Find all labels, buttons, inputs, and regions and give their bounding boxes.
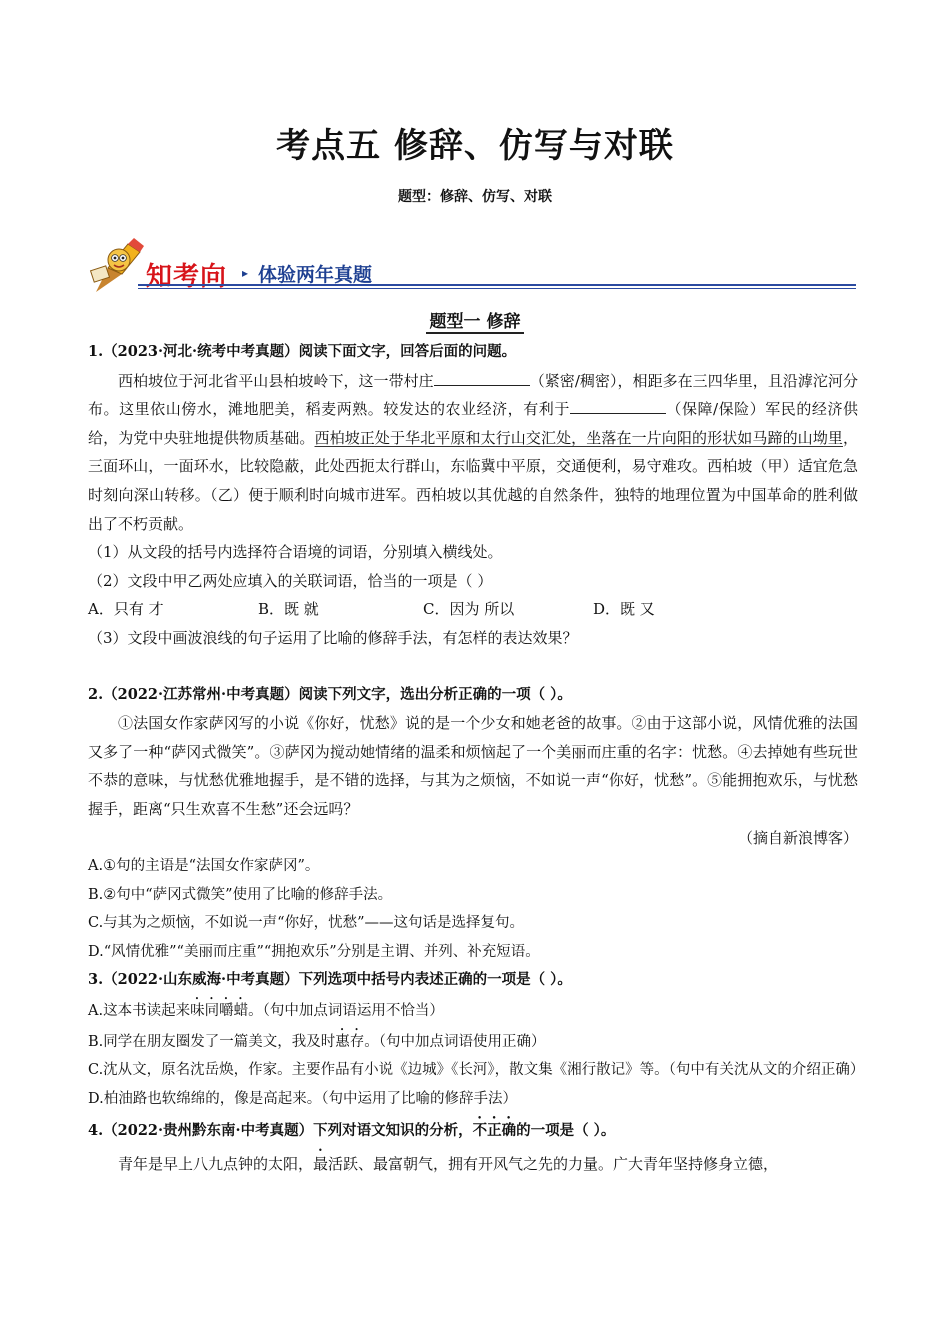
banner-title: 知考向 — [146, 262, 228, 292]
question-2-option-b: B.②句中“萨冈式微笑”使用了比喻的修辞手法。 — [88, 886, 393, 903]
dotted-word: 最 — [313, 1155, 329, 1174]
question-2-passage: ①法国女作家萨冈写的小说《你好，忧愁》说的是一个少女和她老爸的故事。②由于这部小说，风情优雅的法国又多了一种“萨冈式微笑”。③萨冈为搅动她情绪的温柔和烦恼起了一个美丽而庄重的名字：忧愁。④去掉她有些玩世不恭的意味，与忧愁优雅地握手，是不错的选择，与其为之烦恼，不如说一声“你好，忧愁”。⑤能拥抱欢乐，与忧愁握手，距离“只生欢喜不生愁”还会远吗？ — [88, 714, 858, 818]
question-3-option-b: B.同学在朋友圈发了一篇美文，我及时惠存。（句中加点词语使用正确） — [88, 1033, 546, 1050]
passage-text: （保障/保险）军民的经济供给，为党中央驻地提供物质基础。 — [88, 400, 858, 447]
question-2-head: 2.（2022·江苏常州·中考真题）阅读下列文字，选出分析正确的一项（ ）。 — [88, 685, 572, 703]
question-4-head: 4.（2022·贵州黔东南·中考真题）下列对语文知识的分析，不正确的一项是（ ）。 — [88, 1122, 616, 1140]
question-1-passage — [88, 367, 858, 539]
section-title: 题型一 修辞 — [426, 312, 525, 334]
question-2-option-a: A.①句的主语是“法国女作家萨冈”。 — [88, 858, 320, 875]
section-banner — [88, 238, 856, 294]
question-1-sub-3: （3）文段中画波浪线的句子运用了比喻的修辞手法，有怎样的表达效果？ — [88, 628, 578, 647]
option-c: C．因为 所以 — [423, 600, 515, 619]
question-2-option-c: C.与其为之烦恼，不如说一声“你好，忧愁”——这句话是选择复句。 — [88, 915, 525, 932]
question-3-option-c: C.沈从文，原名沈岳焕，作家。主要作品有小说《边城》《长河》，散文集《湘行散记》等。（句中有关沈从文的介绍正确） — [88, 1062, 865, 1079]
question-2-source: （摘自新浪博客） — [737, 828, 858, 847]
question-1-options — [88, 595, 858, 624]
question-content — [88, 338, 865, 1179]
banner-rule — [138, 284, 856, 286]
fill-blank — [570, 399, 666, 414]
section-heading — [0, 307, 950, 332]
question-3-option-d: D.柏油路也软绵绵的，像是高起来。（句中运用了比喻的修辞手法） — [88, 1090, 517, 1107]
banner-rule-thin — [138, 288, 856, 289]
passage-text: ，三面环山，一面环水，比较隐蔽，此处西扼太行群山，东临冀中平原，交通便利，易守难攻。西柏坡（甲）适宜危急时刻向深山转移。（乙）便于顺利时向城市进军。西柏坡以其优越的自然条件，独特的地理位置为中国革命的胜利做出了不朽贡献。 — [88, 428, 858, 533]
option-d: D．既 又 — [593, 600, 655, 619]
dotted-word: 不正确 — [472, 1122, 517, 1140]
fill-blank — [434, 371, 530, 386]
passage-text: （紧密/稠密），相距多在三四华里，且沿滹沱河分布。这里依山傍水，滩地肥美，稻麦两熟。较发达的农业经济，有利于 — [88, 371, 858, 419]
question-2-option-d: D.“风情优雅”“美丽而庄重”“拥抱欢乐”分别是主谓、并列、补充短语。 — [88, 943, 540, 960]
question-1-sub-1: （1）从文段的括号内选择符合语境的词语，分别填入横线处。 — [88, 543, 503, 562]
question-1-head: 1.（2023·河北·统考中考真题）阅读下面文字，回答后面的问题。 — [88, 343, 517, 360]
dotted-word: 味同嚼蜡 — [190, 1003, 249, 1020]
question-1-sub-2: （2）文段中甲乙两处应填入的关联词语，恰当的一项是（ ） — [88, 571, 493, 590]
option-b: B．既 就 — [258, 600, 319, 619]
passage-text: 西柏坡位于河北省平山县柏坡岭下，这一带村庄 — [118, 371, 434, 390]
wavy-underlined-sentence: 西柏坡正处于华北平原和太行山交汇处，坐落在一片向阳的形状如马蹄的山坳里 — [314, 428, 843, 447]
dotted-word: 惠存 — [335, 1033, 365, 1050]
page-subtitle: 题型：修辞、仿写、对联 — [398, 189, 552, 205]
question-3-option-a: A.这本书读起来味同嚼蜡。（句中加点词语运用不恰当） — [88, 1003, 444, 1020]
page-title: 考点五 修辞、仿写与对联 — [276, 126, 674, 166]
banner-subtitle: 体验两年真题 — [258, 264, 373, 286]
banner-arrow-icon: ▸ — [242, 266, 249, 280]
question-3-head: 3.（2022·山东威海·中考真题）下列选项中括号内表述正确的一项是（ ）。 — [88, 971, 572, 989]
question-4-passage: 青年是早上八九点钟的太阳，最活跃、最富朝气，拥有开风气之先的力量。广大青年坚持修身立德， — [118, 1155, 779, 1174]
option-a: A．只有 才 — [88, 600, 164, 619]
